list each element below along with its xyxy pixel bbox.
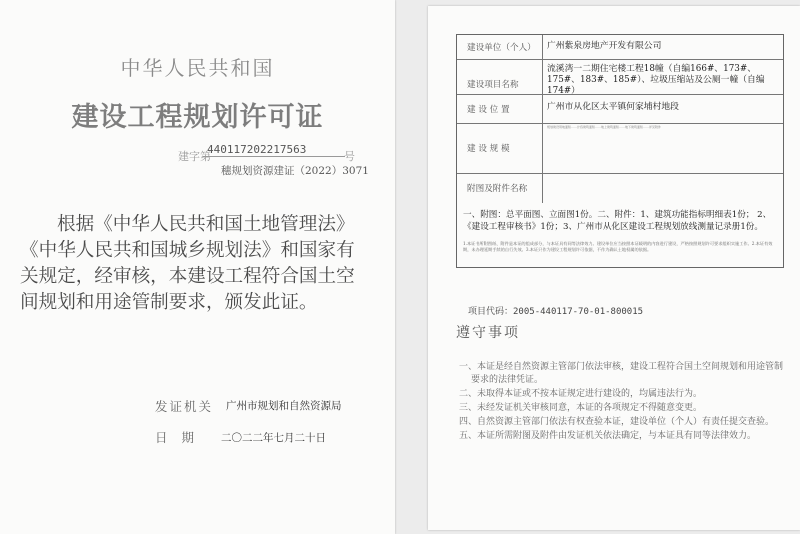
row-label: 建 设 规 模	[457, 123, 543, 173]
permit-cover-page	[0, 0, 395, 534]
table-row	[457, 123, 783, 174]
row-label: 建设单位（个人）	[457, 35, 543, 59]
permit-details-page	[428, 6, 800, 530]
permit-title: 建设工程规划许可证	[71, 102, 324, 133]
table-row	[457, 94, 783, 124]
table-notes: 1.本证书所附图纸、附件是本证的组成部分，与本证具有同等法律效力。建设单位应当按照本证载明的内容进行建设，严格按照规划许可要求组织实施工作。2.本证有效期，未办理延期手续的自行失效。3.本证只作为建设工程规划许可依据，不作为确认土地权属的依据。	[463, 241, 773, 252]
project-code-label: 项目代码：	[468, 307, 514, 317]
attachments-text: 一、附图：总平面图、立面图1份。二、附件：1、建筑功能指标明细表1份； 2、《建设工程审核书》1份；3、广州市从化区建设工程规划放线测量记录册1份。	[463, 210, 772, 232]
permit-number-suffix: 号	[344, 150, 355, 163]
list-item: 一、本证是经自然资源主管部门依法审核，建设工程符合国土空间规划和用途管制要求的法律凭证。	[459, 362, 784, 385]
table-row	[457, 173, 783, 203]
date-label: 日 期	[155, 430, 194, 445]
issuer-value: 广州市规划和自然资源局	[226, 400, 342, 412]
permit-number-prefix: 建字第	[178, 150, 211, 163]
project-code	[468, 304, 643, 317]
issue-date: 二〇二二年七月二十日	[221, 432, 326, 444]
row-label: 建设项目名称	[457, 59, 543, 94]
row-label: 附图及附件名称	[457, 173, 543, 203]
issuer-label: 发证机关	[155, 399, 214, 414]
list-item: 五、本证所需附图及附件由发证机关依法确定，与本证具有同等法律效力。	[459, 431, 757, 441]
table-row	[457, 59, 783, 95]
row-value: 流溪湾一二期住宅楼工程18幢（自编166#、173#、175#、183#、185#）、垃圾压缩站及公厕一幢（自编174#）	[547, 64, 765, 96]
list-item: 二、未取得本证或不按本证规定进行建设的，均属违法行为。	[459, 389, 703, 399]
permit-number: 440117202217563	[203, 143, 345, 157]
permit-statement: 根据《中华人民共和国土地管理法》《中华人民共和国城乡规划法》和国家有关规定，经审核，本建设工程符合国土空间规划和用途管制要求，颁发此证。	[20, 214, 355, 313]
country-name: 中华人民共和国	[120, 56, 275, 80]
row-label: 建 设 位 置	[457, 94, 543, 123]
list-item: 四、自然资源主管部门依法有权查验本证，建设单位（个人）有责任提交查验。	[459, 417, 775, 427]
table-row	[457, 35, 783, 60]
row-value: 规划建设用地面积……计容建筑面积……地上建筑面积……地下建筑面积……详见附件	[547, 125, 662, 129]
row-value: 广州紫泉房地产开发有限公司	[547, 41, 662, 51]
notice-title: 遵守事项	[456, 325, 520, 341]
permit-details-table	[456, 34, 784, 268]
project-code-value: 2005-440117-70-01-800015	[513, 307, 644, 317]
row-value: 广州市从化区太平镇何家埔村地段	[547, 102, 679, 112]
certificate-code: 穗规划资源建证（2022）3071	[221, 165, 369, 177]
notice-list	[459, 361, 789, 444]
list-item: 三、未经发证机关审核同意，本证的各项规定不得随意变更。	[459, 403, 703, 413]
